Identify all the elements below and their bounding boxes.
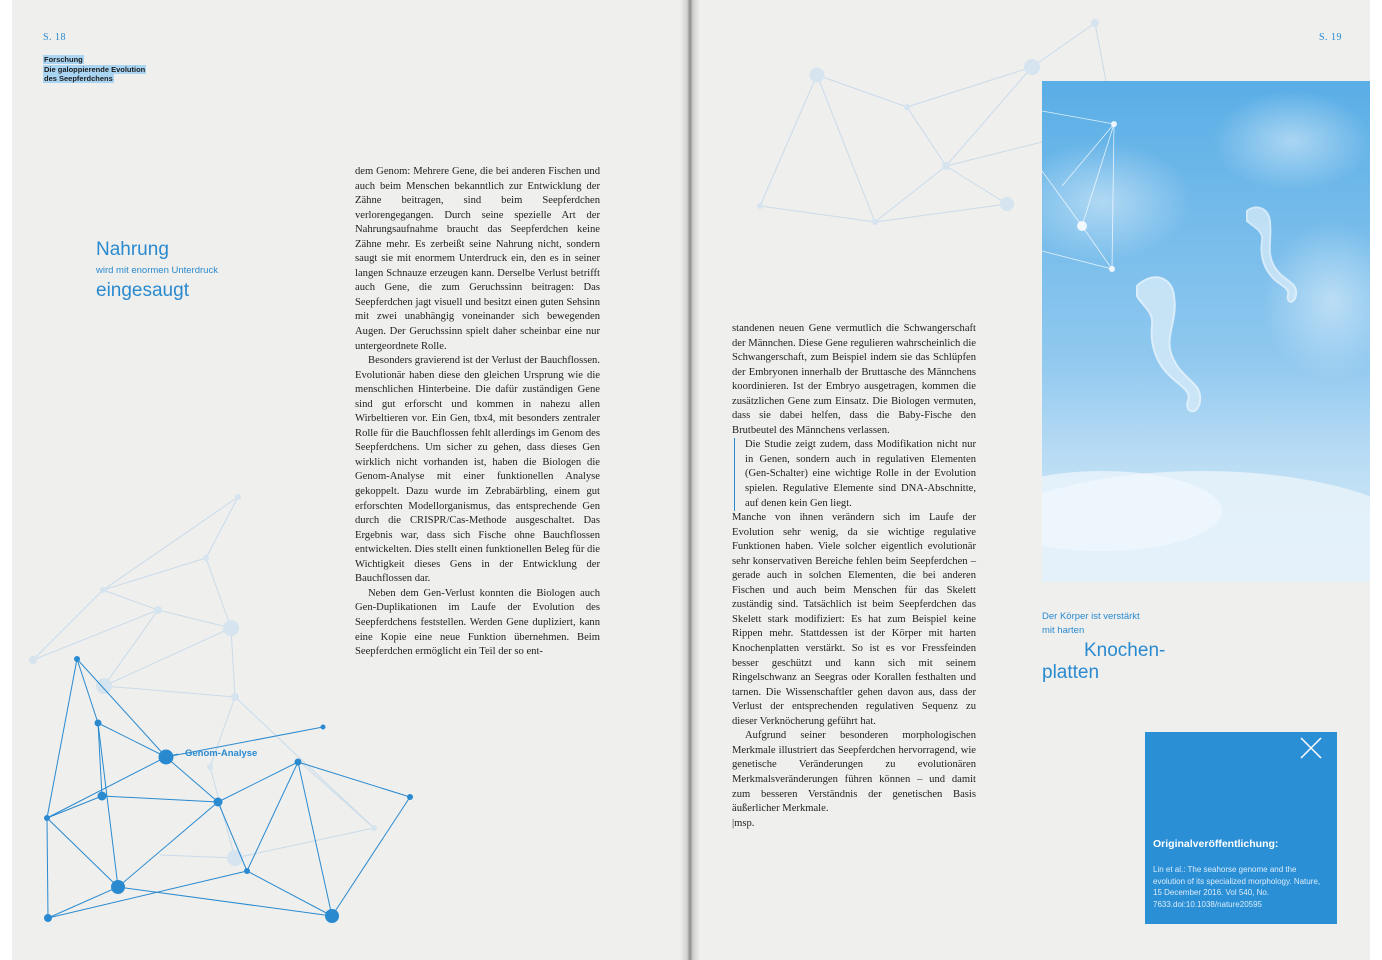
left-body-column <box>355 165 600 660</box>
pull-quote <box>734 438 976 511</box>
infobox-citation: Lin et al.: The seahorse genome and the evolution of its specialized morphology. Nature, 15 December 2016. Vol 540, No. 7633.doi:10.1038/nature20595 <box>1153 865 1321 909</box>
right-paragraph-2: Manche von ihnen verändern sich im Laufe der Evolution sehr wenig, da sie wichtige regulative Funktionen haben. Viele solcher eigentlich evolutionär sehr konservativen Bereiche fehlen beim Seepferdchen – gerade auch in solchen Elementen, die bei anderen Fischen und auch beim Menschen für das Skelett zuständig sind. Tatsächlich ist beim Seepferdchen das Skelett stark modifiziert: Es hat zum Beispiel keine Rippen mehr. Stattdessen ist der Körper mit harten Knochenplatten verstärkt. So ist es vor Fressfeinden besser geschützt und kann sich mit seinem Ringelschwanz an Seegras oder Korallen festhalten und tarnen. Die Wissenschaftler gehen davon aus, dass der Verlust der entsprechenden regulativen Sequenz zu dieser Verknöcherung geführt hat. <box>732 512 976 727</box>
left-paragraph-2: Besonders gravierend ist der Verlust der Bauchflossen. Evolutionär haben diese den gleichen Ursprung wie die menschlichen Hinterbeine. Die dafür zuständigen Gene sind gut erforscht und kommen in nahezu allen Wirbeltieren vor. Ein Gen, tbx4, mit besonders zentraler Rolle für die Bauchflossen fehlt allerdings im Genom des Seepferdchens. Um sicher zu gehen, dass dieses Gen wirklich nicht vorhanden ist, haben die Biologen die Genom-Analyse mit einer funktionellen Analyse gekoppelt. Dazu wurde im Zebrabärbling, einem gut erforschten Modellorganismus, das entsprechende Gen durch die CRISPR/Cas-Methode ausgeschaltet. Das Ergebnis war, dass sich Fische ohne Bauchflossen entwickelten. Dies stellt einen funktionellen Beleg für die Wichtigkeit dieses Gens in der Entwicklung der Bauchflossen dar. <box>355 355 600 585</box>
heading-right-subline-1: Der Körper ist verstärkt <box>1042 611 1140 622</box>
source-infobox <box>1145 732 1337 924</box>
folio-right: S. 19 <box>1319 32 1343 43</box>
right-body-column <box>732 322 976 831</box>
seahorse-illustration <box>1042 81 1370 582</box>
signature: |msp. <box>732 817 755 829</box>
left-paragraph-3: Neben dem Gen-Verlust konnten die Biologen auch Gen-Duplikationen im Laufe der Evolution des Seepferdchens feststellen. Werden Gene dupliziert, kann eine Kopie eine neue Funktion übernehmen. Beim Seepferdchen ermöglicht ein Teil der so ent- <box>355 587 600 658</box>
left-paragraph-1: dem Genom: Mehrere Gene, die bei anderen Fischen und auch beim Menschen bekanntlich zur Entwicklung der Zähne beitragen, sind beim Seepferdchen verlorengegangen. Durch seine spezielle Art der Nahrungsaufnahme braucht das Seepferdchen keine Zähne mehr. Es zerbeißt seine Nahrung nicht, sondern saugt sie mit enormem Unterdruck ein, den es in seiner langen Schnauze erzeugen kann. Derselbe Verlust betrifft auch Gene, die zum Geruchssinn beitragen: Das Seepferdchen jagt visuell und besitzt einen guten Sehsinn mit zwei unabhängig voneinander sich bewegenden Augen. Der Geruchssinn spielt daher scheinbar eine nur untergeordnete Rolle. <box>355 166 600 352</box>
heading-right-subline-2: mit harten <box>1042 625 1085 636</box>
network-label: Genom-Analyse <box>185 748 258 759</box>
right-paragraph-3: Aufgrund seiner besonderen morphologischen Merkmale illustriert das Seepferdchen hervorragend, wie genetische Veränderungen zu evolutionären Merkmalsveränderungen führen können – und damit zum besseren Verständnis der genetischen Basis äußerlicher Merkmale. <box>732 730 976 815</box>
heading-platten: platten <box>1042 662 1100 683</box>
left-faint-nodes <box>29 494 377 866</box>
running-head <box>43 55 146 84</box>
left-strong-network <box>47 659 410 918</box>
heading-knochen: Knochen- <box>1084 640 1166 661</box>
heading-subline: wird mit enormen Unterdruck <box>96 265 218 276</box>
folio-left: S. 18 <box>43 32 67 43</box>
heading-eingesaugt: eingesaugt <box>96 280 189 301</box>
running-head-section: Forschung <box>44 55 83 64</box>
pull-quote-text: Die Studie zeigt zudem, dass Modifikation nicht nur in Genen, sondern auch in regulativen Elementen (Gen-Schalter) eine wichtige Rolle in der Evolution spielen. Regulative Elemente sind DNA-Abschnitte, auf denen kein Gen liegt. <box>745 439 976 509</box>
left-faint-network <box>33 497 374 858</box>
running-head-title-2: des Seepferdchens <box>44 74 113 83</box>
infobox-title: Originalveröffentlichung: <box>1153 838 1279 850</box>
right-paragraph-1: standenen neuen Gene vermutlich die Schwangerschaft der Männchen. Diese Gene regulieren wahrscheinlich die Schwangerschaft, zum Beispiel indem sie das Schlüpfen der Embryonen innerhalb der Bruttasche des Männchens koordinieren. Ist der Embryo ausgetragen, kommen die zusätzlichen Gene zum Einsatz. Die Biologen vermuten, dass sie dabei helfen, dass die Baby-Fische den Brutbeutel des Männchens verlassen. <box>732 323 976 436</box>
running-head-title-1: Die galoppierende Evolution <box>44 64 146 74</box>
heading-nahrung: Nahrung <box>96 239 169 260</box>
seahorse-photo <box>1042 81 1370 582</box>
close-icon[interactable] <box>1299 736 1323 760</box>
